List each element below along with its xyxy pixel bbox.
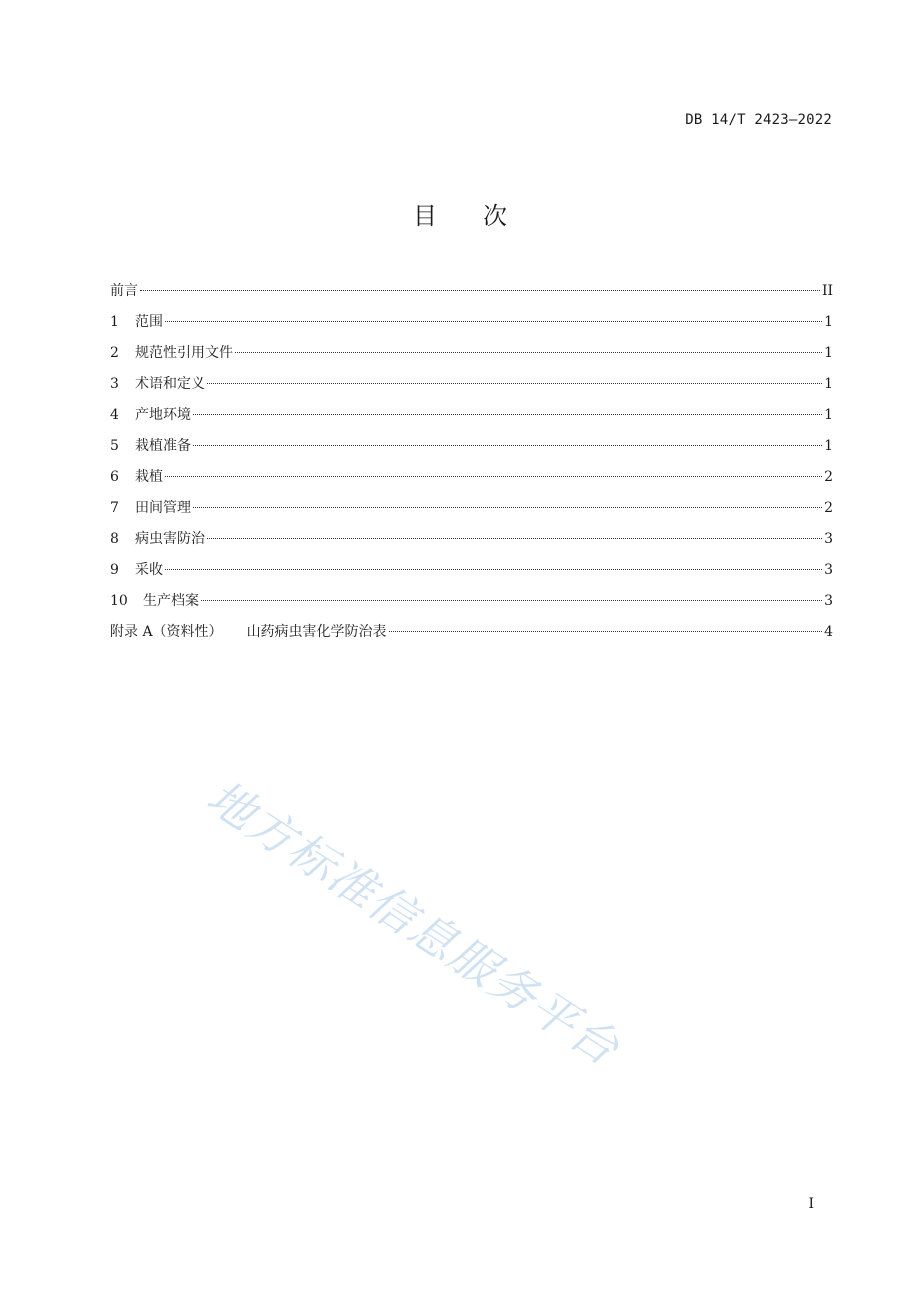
toc-label: 栽植 [135,469,163,485]
toc-label: 产地环境 [135,407,191,423]
toc-leader-dots [235,352,822,353]
toc-item-3[interactable] [110,374,833,405]
toc-leader-dots [193,414,822,415]
toc-leader-dots [389,631,823,632]
toc-section-number: 2 [110,345,119,361]
toc-item-6[interactable] [110,467,833,498]
toc-leader-dots [193,445,822,446]
toc-label: 生产档案 [143,593,199,609]
toc-section-number: 8 [110,531,119,547]
toc-page-number: 1 [824,376,833,392]
toc-appendix-prefix: 附录 A（资料性） [110,624,223,640]
toc-item-10[interactable] [110,591,833,622]
toc-item-1[interactable] [110,312,833,343]
toc-leader-dots [165,321,822,322]
toc-section-number: 3 [110,376,119,392]
toc-page-number: II [821,283,833,299]
toc-item-8[interactable] [110,529,833,560]
toc-label: 前言 [110,283,138,299]
toc-label: 病虫害防治 [135,531,205,547]
toc-page-number: 3 [824,562,833,578]
toc-leader-dots [165,476,822,477]
toc-label: 术语和定义 [135,376,205,392]
toc-leader-dots [193,507,822,508]
title-char-2: 次 [483,202,507,230]
toc-page-number: 4 [824,624,833,640]
toc-page-number: 1 [824,438,833,454]
toc-page-number: 2 [824,469,833,485]
toc-item-2[interactable] [110,343,833,374]
toc-item-appendix-a[interactable] [110,622,833,653]
toc-page-number: 1 [824,407,833,423]
standard-code: DB 14/T 2423—2022 [685,112,832,128]
toc-page-number: 3 [824,531,833,547]
toc-section-number: 6 [110,469,119,485]
toc-leader-dots [207,538,822,539]
table-of-contents [110,281,833,653]
toc-item-5[interactable] [110,436,833,467]
toc-leader-dots [140,290,820,291]
toc-section-number: 9 [110,562,119,578]
toc-page-number: 2 [824,500,833,516]
toc-page-number: 1 [824,314,833,330]
page-number: I [808,1196,814,1212]
toc-label: 规范性引用文件 [135,345,233,361]
toc-item-9[interactable] [110,560,833,591]
toc-item-4[interactable] [110,405,833,436]
toc-label: 栽植准备 [135,438,191,454]
toc-leader-dots [207,383,822,384]
toc-leader-dots [165,569,822,570]
watermark-text: 地方标准信息服务平台 [197,769,630,1077]
toc-label: 山药病虫害化学防治表 [246,624,387,640]
toc-section-number: 4 [110,407,119,423]
toc-label: 范围 [135,314,163,330]
toc-label: 采收 [135,562,163,578]
toc-label: 田间管理 [135,500,191,516]
title-char-1: 目 [413,202,437,230]
page-title [0,196,920,231]
toc-section-number: 5 [110,438,119,454]
toc-item-preface[interactable] [110,281,833,312]
toc-page-number: 3 [824,593,833,609]
toc-section-number: 7 [110,500,119,516]
toc-section-number: 1 [110,314,119,330]
toc-leader-dots [201,600,822,601]
toc-item-7[interactable] [110,498,833,529]
toc-page-number: 1 [824,345,833,361]
toc-section-number: 10 [110,593,128,609]
